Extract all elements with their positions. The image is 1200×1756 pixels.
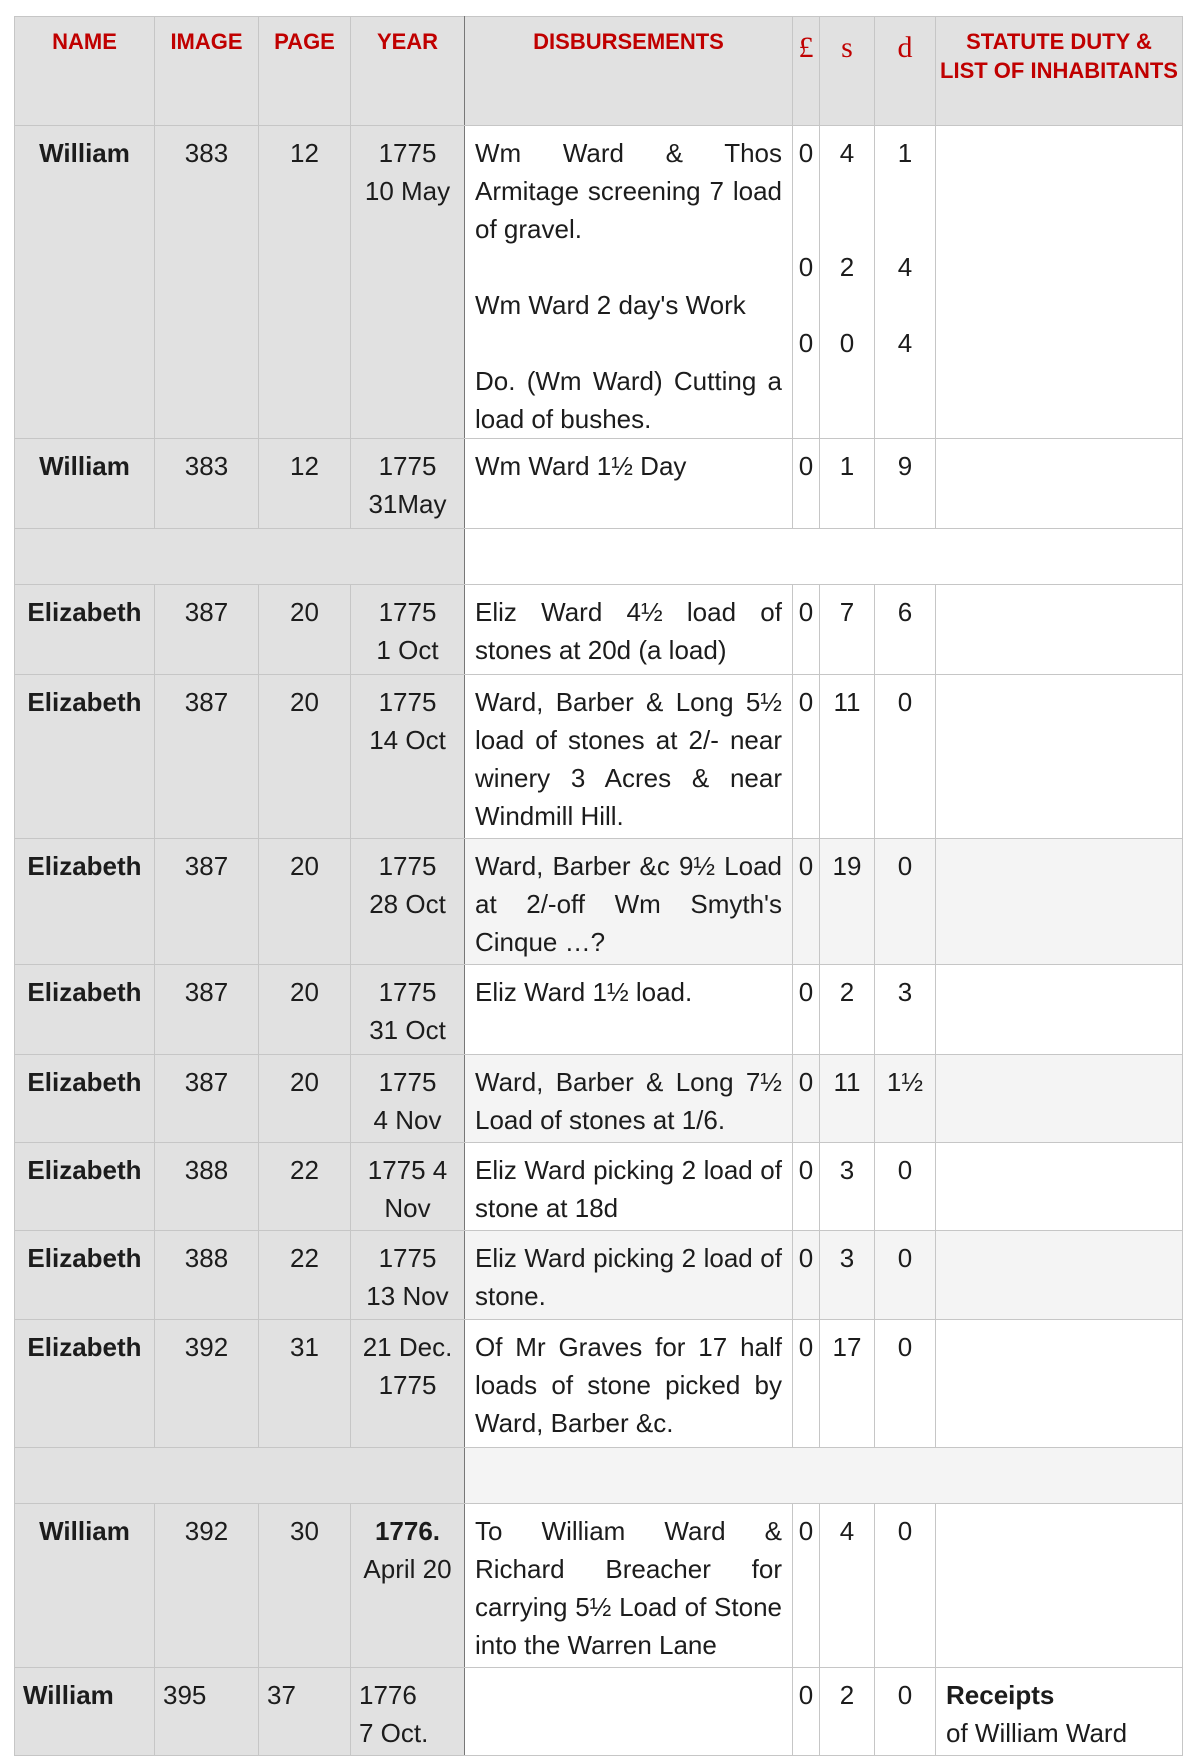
name-cell: Elizabeth	[15, 1320, 155, 1448]
image-cell: 395	[155, 1668, 259, 1756]
table-row	[15, 1055, 1183, 1143]
year-cell	[351, 1143, 465, 1231]
pounds-cell: 0	[793, 439, 820, 529]
date-line: 28 Oct	[369, 889, 446, 919]
image-cell: 387	[155, 965, 259, 1055]
receipts-title: Receipts	[946, 1680, 1055, 1710]
table-row	[15, 965, 1183, 1055]
name-cell: Elizabeth	[15, 585, 155, 675]
table-row	[15, 439, 1183, 529]
year-cell	[351, 1668, 465, 1756]
statute-cell	[936, 1055, 1183, 1143]
header-statute: STATUTE DUTY & LIST OF INHABITANTS	[936, 17, 1183, 126]
header-shillings: s	[820, 17, 875, 126]
shillings-cell: 3	[820, 1231, 875, 1320]
shillings-cell: 19	[820, 839, 875, 965]
shillings-cell: 2	[820, 965, 875, 1055]
page-cell: 22	[259, 1231, 351, 1320]
disbursement-cell: Eliz Ward picking 2 load of stone.	[465, 1231, 793, 1320]
pence-cell: 0	[875, 1668, 936, 1756]
pounds-cell: 0	[793, 965, 820, 1055]
disbursement-cell: Ward, Barber &c 9½ Load at 2/-off Wm Smyth's Cinque …?	[465, 839, 793, 965]
year-cell	[351, 1320, 465, 1448]
pounds-value: 0	[798, 328, 814, 358]
shillings-value: 2	[839, 252, 855, 282]
statute-cell	[936, 1143, 1183, 1231]
year-cell	[351, 1231, 465, 1320]
statute-cell	[936, 965, 1183, 1055]
spacer-left	[15, 1448, 465, 1504]
image-cell: 388	[155, 1231, 259, 1320]
name-cell: William	[15, 126, 155, 439]
header-row	[15, 17, 1183, 126]
pence-cell: 3	[875, 965, 936, 1055]
pounds-value: 0	[798, 138, 814, 168]
header-disbursements: DISBURSEMENTS	[465, 17, 793, 126]
year-line: 1775	[378, 1243, 437, 1273]
table-row	[15, 675, 1183, 839]
statute-cell	[936, 1320, 1183, 1448]
date-line: 14 Oct	[369, 725, 446, 755]
year-line: 1776	[359, 1680, 417, 1710]
name-cell: Elizabeth	[15, 839, 155, 965]
year-line: 1775	[378, 138, 437, 168]
page-cell: 12	[259, 126, 351, 439]
statute-cell	[936, 1668, 1183, 1756]
pounds-cell	[793, 126, 820, 439]
year-line: 21 Dec.	[362, 1332, 453, 1362]
statute-cell	[936, 126, 1183, 439]
shillings-cell: 1	[820, 439, 875, 529]
date-line: 13 Nov	[366, 1281, 449, 1311]
spacer-row	[15, 1448, 1183, 1504]
header-year: YEAR	[351, 17, 465, 126]
name-cell: Elizabeth	[15, 1143, 155, 1231]
image-cell: 383	[155, 126, 259, 439]
year-line: 1775	[378, 977, 437, 1007]
page-cell: 20	[259, 839, 351, 965]
year-line: 1775 4	[367, 1155, 448, 1185]
image-cell: 383	[155, 439, 259, 529]
shillings-cell: 17	[820, 1320, 875, 1448]
date-line: April 20	[363, 1554, 452, 1584]
disbursement-cell: Eliz Ward 1½ load.	[465, 965, 793, 1055]
statute-cell	[936, 1504, 1183, 1668]
pounds-cell: 0	[793, 675, 820, 839]
table-row	[15, 1143, 1183, 1231]
name-cell: William	[15, 1504, 155, 1668]
pence-cell: 0	[875, 1231, 936, 1320]
disbursement-cell	[465, 126, 793, 439]
pounds-value: 0	[798, 252, 814, 282]
year-line: 1775	[378, 687, 437, 717]
shillings-cell: 11	[820, 675, 875, 839]
image-cell: 387	[155, 839, 259, 965]
year-cell	[351, 839, 465, 965]
spacer-right	[465, 529, 1183, 585]
table-row	[15, 1668, 1183, 1756]
pounds-cell: 0	[793, 1055, 820, 1143]
header-pence: d	[875, 17, 936, 126]
disbursement-cell: Eliz Ward 4½ load of stones at 20d (a load)	[465, 585, 793, 675]
pence-cell: 9	[875, 439, 936, 529]
date-line: 7 Oct.	[359, 1718, 429, 1748]
disbursement-cell: Eliz Ward picking 2 load of stone at 18d	[465, 1143, 793, 1231]
name-cell: Elizabeth	[15, 1055, 155, 1143]
disbursement-cell: Of Mr Graves for 17 half loads of stone picked by Ward, Barber &c.	[465, 1320, 793, 1448]
date-line: 4 Nov	[373, 1105, 442, 1135]
pounds-cell: 0	[793, 585, 820, 675]
page-cell: 31	[259, 1320, 351, 1448]
image-cell: 392	[155, 1320, 259, 1448]
page-cell: 30	[259, 1504, 351, 1668]
year-line: 1776.	[374, 1516, 441, 1546]
name-cell: Elizabeth	[15, 1231, 155, 1320]
year-cell	[351, 126, 465, 439]
page-cell: 20	[259, 675, 351, 839]
table-row	[15, 585, 1183, 675]
disbursement-cell: Wm Ward 1½ Day	[465, 439, 793, 529]
pence-value: 1	[897, 138, 913, 168]
date-line: 31 Oct	[369, 1015, 446, 1045]
name-cell: William	[15, 1668, 155, 1756]
disbursement-cell: Ward, Barber & Long 5½ load of stones at 2/- near winery 3 Acres & near Windmill Hill.	[465, 675, 793, 839]
shillings-value: 0	[839, 328, 855, 358]
pence-value: 4	[897, 252, 913, 282]
spacer-row	[15, 529, 1183, 585]
table-row	[15, 126, 1183, 439]
table-row	[15, 1320, 1183, 1448]
name-cell: Elizabeth	[15, 965, 155, 1055]
pounds-cell: 0	[793, 1668, 820, 1756]
pence-cell: 0	[875, 1504, 936, 1668]
spacer-right	[465, 1448, 1183, 1504]
disbursement-cell: To William Ward & Richard Breacher for carrying 5½ Load of Stone into the Warren Lane	[465, 1504, 793, 1668]
page-cell: 20	[259, 1055, 351, 1143]
page-cell: 12	[259, 439, 351, 529]
pence-cell: 1½	[875, 1055, 936, 1143]
header-name: NAME	[15, 17, 155, 126]
pence-value: 4	[897, 328, 913, 358]
statute-cell	[936, 675, 1183, 839]
image-cell: 388	[155, 1143, 259, 1231]
shillings-cell: 7	[820, 585, 875, 675]
shillings-cell: 3	[820, 1143, 875, 1231]
year-cell	[351, 965, 465, 1055]
pounds-cell: 0	[793, 1320, 820, 1448]
spacer-left	[15, 529, 465, 585]
page-cell: 20	[259, 585, 351, 675]
pounds-cell: 0	[793, 839, 820, 965]
pence-cell: 0	[875, 839, 936, 965]
header-image: IMAGE	[155, 17, 259, 126]
table-row	[15, 839, 1183, 965]
year-cell	[351, 675, 465, 839]
image-cell: 387	[155, 585, 259, 675]
year-cell	[351, 1504, 465, 1668]
date-line: 31May	[368, 489, 447, 519]
pounds-cell: 0	[793, 1231, 820, 1320]
year-cell	[351, 1055, 465, 1143]
page-cell: 20	[259, 965, 351, 1055]
date-line: 1 Oct	[376, 635, 439, 665]
year-line: 1775	[378, 451, 437, 481]
shillings-cell: 2	[820, 1668, 875, 1756]
year-line: 1775	[378, 1067, 437, 1097]
table-row	[15, 1231, 1183, 1320]
image-cell: 392	[155, 1504, 259, 1668]
image-cell: 387	[155, 675, 259, 839]
date-line: 1775	[378, 1370, 437, 1400]
year-line: 1775	[378, 851, 437, 881]
image-cell: 387	[155, 1055, 259, 1143]
shillings-cell	[820, 126, 875, 439]
header-pounds: £	[793, 17, 820, 126]
pence-cell: 0	[875, 1320, 936, 1448]
statute-cell	[936, 839, 1183, 965]
disbursement-cell	[465, 1668, 793, 1756]
disbursement-item: Wm Ward & Thos Armitage screening 7 load of gravel.	[475, 138, 782, 244]
statute-cell	[936, 439, 1183, 529]
ward-disbursements-table	[14, 16, 1183, 1756]
pence-cell: 0	[875, 1143, 936, 1231]
statute-cell	[936, 585, 1183, 675]
table-row	[15, 1504, 1183, 1668]
page-cell: 37	[259, 1668, 351, 1756]
shillings-cell: 11	[820, 1055, 875, 1143]
statute-cell	[936, 1231, 1183, 1320]
disbursement-cell: Ward, Barber & Long 7½ Load of stones at 1/6.	[465, 1055, 793, 1143]
year-cell	[351, 439, 465, 529]
receipts-text: of William Ward	[946, 1718, 1128, 1748]
pence-cell	[875, 126, 936, 439]
year-line: 1775	[378, 597, 437, 627]
date-line: Nov	[384, 1193, 431, 1223]
name-cell: William	[15, 439, 155, 529]
disbursement-item: Do. (Wm Ward) Cutting a load of bushes.	[475, 366, 782, 434]
shillings-value: 4	[839, 138, 855, 168]
pence-cell: 0	[875, 675, 936, 839]
header-page: PAGE	[259, 17, 351, 126]
name-cell: Elizabeth	[15, 675, 155, 839]
pounds-cell: 0	[793, 1143, 820, 1231]
pounds-cell: 0	[793, 1504, 820, 1668]
shillings-cell: 4	[820, 1504, 875, 1668]
page-cell: 22	[259, 1143, 351, 1231]
date-line: 10 May	[364, 176, 451, 206]
year-cell	[351, 585, 465, 675]
pence-cell: 6	[875, 585, 936, 675]
disbursement-item: Wm Ward 2 day's Work	[475, 290, 746, 320]
